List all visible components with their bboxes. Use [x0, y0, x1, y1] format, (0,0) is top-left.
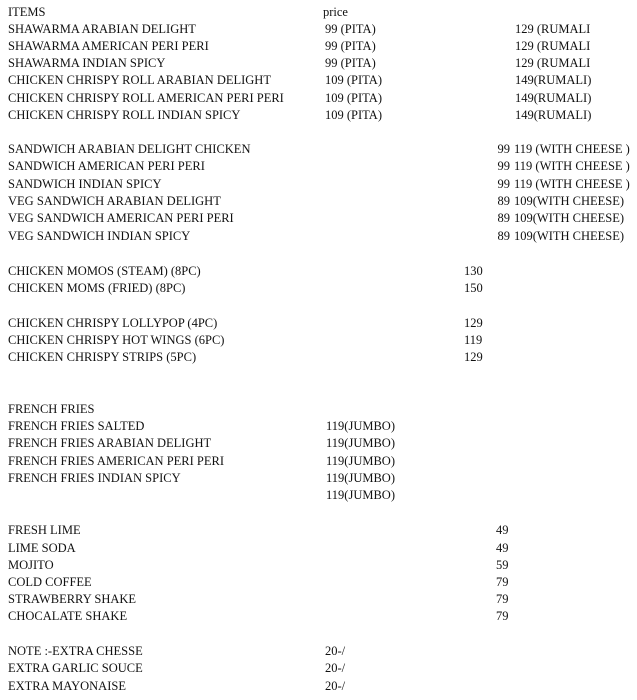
pita-price: 109 (PITA)	[325, 108, 382, 122]
item-price: 99	[497, 142, 510, 156]
menu-row	[0, 21, 637, 38]
item-name: COLD COFFEE	[8, 575, 92, 589]
item-price: 129	[464, 316, 483, 330]
pita-price: 99 (PITA)	[325, 22, 376, 36]
item-price: 89	[497, 229, 510, 243]
rumali-price: 129 (RUMALI	[515, 56, 591, 70]
rumali-price: 129 (RUMALI	[515, 22, 591, 36]
pita-price: 109 (PITA)	[325, 73, 382, 87]
menu-row	[0, 315, 637, 332]
item-price: 89	[497, 211, 510, 225]
cheese-price: 109(WITH CHEESE)	[514, 194, 625, 208]
header-row	[0, 4, 637, 21]
item-name: CHICKEN CHRISPY ROLL INDIAN SPICY	[8, 108, 241, 122]
items-header: ITEMS	[8, 5, 46, 19]
item-name: CHICKEN CHRISPY ROLL ARABIAN DELIGHT	[8, 73, 271, 87]
cheese-price: 109(WITH CHEESE)	[514, 229, 625, 243]
menu-row	[0, 193, 637, 210]
item-name: SANDWICH INDIAN SPICY	[8, 177, 162, 191]
jumbo-price: 119(JUMBO)	[326, 419, 395, 433]
item-name: CHICKEN CHRISPY LOLLYPOP (4PC)	[8, 316, 218, 330]
item-price: 20-/	[325, 661, 346, 675]
item-name: SHAWARMA ARABIAN DELIGHT	[8, 22, 196, 36]
menu-row	[0, 643, 637, 660]
menu-row	[0, 660, 637, 677]
item-price: 130	[464, 264, 483, 278]
rumali-price: 149(RUMALI)	[515, 73, 592, 87]
item-name: VEG SANDWICH ARABIAN DELIGHT	[8, 194, 221, 208]
pita-price: 109 (PITA)	[325, 91, 382, 105]
item-name: SANDWICH ARABIAN DELIGHT CHICKEN	[8, 142, 251, 156]
item-price: 20-/	[325, 644, 346, 658]
menu-row	[0, 158, 637, 175]
rumali-price: 129 (RUMALI	[515, 39, 591, 53]
item-name: EXTRA GARLIC SOUCE	[8, 661, 143, 675]
menu-row	[0, 228, 637, 245]
menu-row	[0, 72, 637, 89]
jumbo-price: 119(JUMBO)	[326, 436, 395, 450]
item-price: 79	[496, 592, 509, 606]
menu-row	[0, 107, 637, 124]
menu-row	[0, 470, 637, 487]
menu-row	[0, 55, 637, 72]
item-name: MOJITO	[8, 558, 54, 572]
item-name: CHICKEN CHRISPY STRIPS (5PC)	[8, 350, 197, 364]
item-price: 79	[496, 609, 509, 623]
item-name: VEG SANDWICH INDIAN SPICY	[8, 229, 191, 243]
menu-row	[0, 90, 637, 107]
menu-row	[0, 453, 637, 470]
menu-row	[0, 176, 637, 193]
item-name: LIME SODA	[8, 541, 76, 555]
item-name: FRESH LIME	[8, 523, 81, 537]
menu-row	[0, 522, 637, 539]
item-name: CHOCALATE SHAKE	[8, 609, 128, 623]
rumali-price: 149(RUMALI)	[515, 91, 592, 105]
jumbo-price: 119(JUMBO)	[326, 488, 395, 502]
item-name: CHICKEN CHRISPY ROLL AMERICAN PERI PERI	[8, 91, 284, 105]
item-price: 59	[496, 558, 509, 572]
item-name: CHICKEN MOMS (FRIED) (8PC)	[8, 281, 186, 295]
item-price: 20-/	[325, 679, 346, 693]
menu-row	[0, 540, 637, 557]
menu-row	[0, 435, 637, 452]
menu-row	[0, 263, 637, 280]
item-price: 119	[464, 333, 483, 347]
item-name: EXTRA MAYONAISE	[8, 679, 126, 693]
menu-row	[0, 210, 637, 227]
item-name: CHICKEN MOMOS (STEAM) (8PC)	[8, 264, 201, 278]
item-name: FRENCH FRIES SALTED	[8, 419, 145, 433]
item-name: SHAWARMA INDIAN SPICY	[8, 56, 166, 70]
cheese-price: 119 (WITH CHEESE )	[514, 142, 630, 156]
item-name: NOTE :-EXTRA CHESSE	[8, 644, 143, 658]
cheese-price: 109(WITH CHEESE)	[514, 211, 625, 225]
item-name: FRENCH FRIES INDIAN SPICY	[8, 471, 181, 485]
item-name: FRENCH FRIES ARABIAN DELIGHT	[8, 436, 212, 450]
item-price: 89	[497, 194, 510, 208]
menu-row	[0, 418, 637, 435]
pita-price: 99 (PITA)	[325, 56, 376, 70]
section-heading-row	[0, 401, 637, 418]
item-name: VEG SANDWICH AMERICAN PERI PERI	[8, 211, 234, 225]
menu-row	[0, 141, 637, 158]
menu-row	[0, 608, 637, 625]
menu-row	[0, 280, 637, 297]
item-price: 150	[464, 281, 483, 295]
item-price: 129	[464, 350, 483, 364]
item-name: FRENCH FRIES AMERICAN PERI PERI	[8, 454, 225, 468]
rumali-price: 149(RUMALI)	[515, 108, 592, 122]
item-name: SHAWARMA AMERICAN PERI PERI	[8, 39, 209, 53]
price-header: price	[323, 5, 348, 19]
item-name: STRAWBERRY SHAKE	[8, 592, 137, 606]
item-price: 49	[496, 541, 509, 555]
jumbo-price: 119(JUMBO)	[326, 471, 395, 485]
item-price: 99	[497, 159, 510, 173]
fries-heading: FRENCH FRIES	[8, 402, 95, 416]
jumbo-price: 119(JUMBO)	[326, 454, 395, 468]
item-name: CHICKEN CHRISPY HOT WINGS (6PC)	[8, 333, 225, 347]
cheese-price: 119 (WITH CHEESE )	[514, 177, 630, 191]
item-name: SANDWICH AMERICAN PERI PERI	[8, 159, 205, 173]
menu-row	[0, 487, 637, 504]
menu-row	[0, 332, 637, 349]
cheese-price: 119 (WITH CHEESE )	[514, 159, 630, 173]
item-price: 99	[497, 177, 510, 191]
pita-price: 99 (PITA)	[325, 39, 376, 53]
menu-row	[0, 591, 637, 608]
menu-row	[0, 678, 637, 695]
item-price: 79	[496, 575, 509, 589]
menu-row	[0, 349, 637, 366]
menu-row	[0, 574, 637, 591]
menu-row	[0, 557, 637, 574]
item-price: 49	[496, 523, 509, 537]
menu-row	[0, 38, 637, 55]
